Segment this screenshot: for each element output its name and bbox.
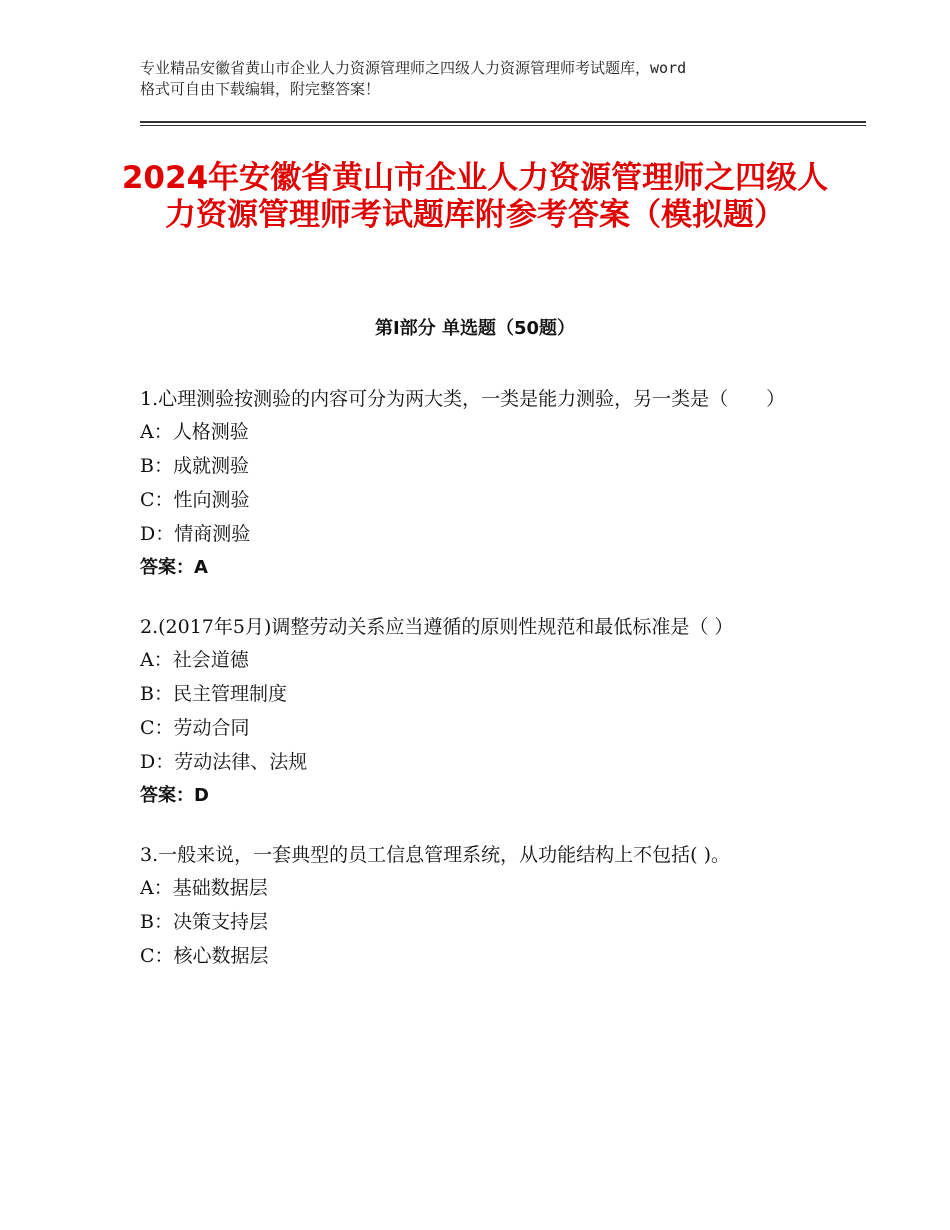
- option-a: A：人格测验: [140, 421, 249, 443]
- header-rule-thin: [140, 125, 866, 126]
- option-d: D：劳动法律、法规: [140, 751, 308, 773]
- option-a: A：基础数据层: [140, 877, 268, 899]
- question-list: [140, 383, 810, 973]
- question-3: [140, 839, 810, 973]
- option-c: C：劳动合同: [140, 717, 250, 739]
- header-rule-thick: [140, 121, 866, 123]
- document-title: 2024年安徽省黄山市企业人力资源管理师之四级人力资源管理师考试题库附参考答案（模拟题）: [121, 160, 829, 233]
- question-stem: 2.(2017年5月)调整劳动关系应当遵循的原则性规范和最低标准是（ ）: [140, 616, 734, 638]
- answer: 答案：D: [140, 785, 209, 806]
- section-heading: 第Ⅰ部分 单选题（50题）: [374, 318, 575, 339]
- option-c: C：核心数据层: [140, 945, 269, 967]
- question-2: [140, 611, 810, 813]
- option-c: C：性向测验: [140, 489, 250, 511]
- question-1: [140, 383, 810, 585]
- answer: 答案：A: [140, 557, 208, 578]
- question-stem: 1.心理测验按测验的内容可分为两大类，一类是能力测验，另一类是（ ）: [140, 388, 786, 410]
- option-b: B：民主管理制度: [140, 683, 287, 705]
- option-d: D：情商测验: [140, 523, 251, 545]
- option-b: B：决策支持层: [140, 911, 268, 933]
- header-note: 专业精品安徽省黄山市企业人力资源管理师之四级人力资源管理师考试题库，word 格式可自由下载编辑，附完整答案！: [140, 59, 687, 98]
- option-a: A：社会道德: [140, 649, 249, 671]
- question-stem: 3.一般来说，一套典型的员工信息管理系统，从功能结构上不包括( )。: [140, 844, 730, 866]
- option-b: B：成就测验: [140, 455, 249, 477]
